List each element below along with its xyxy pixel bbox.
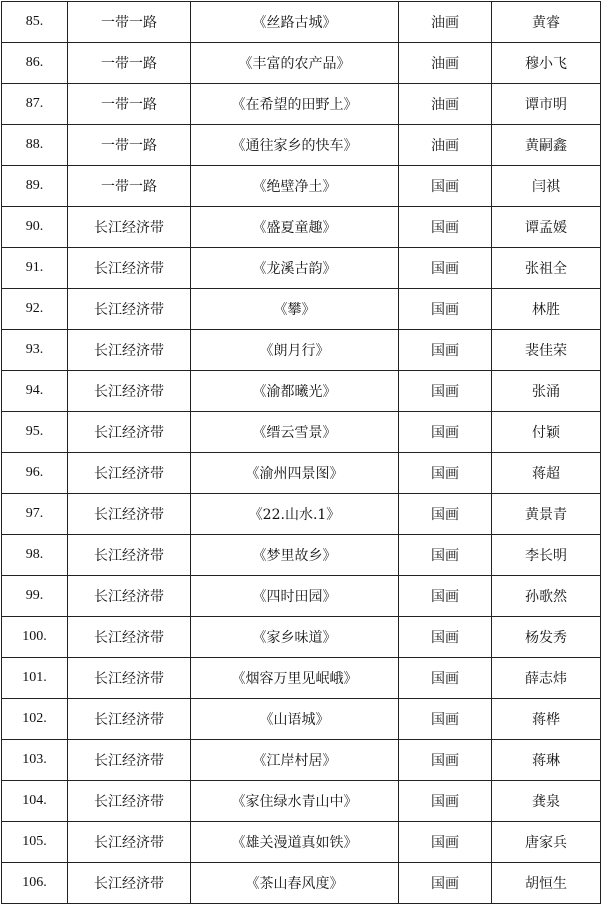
medium-cell: 国画 bbox=[399, 453, 492, 494]
row-number: 100. bbox=[2, 617, 68, 658]
author-cell: 谭孟媛 bbox=[492, 207, 601, 248]
row-number: 96. bbox=[2, 453, 68, 494]
author-cell: 孙歌然 bbox=[492, 576, 601, 617]
category-cell: 长江经济带 bbox=[68, 207, 191, 248]
author-cell: 闫祺 bbox=[492, 166, 601, 207]
title-cell: 《雄关漫道真如铁》 bbox=[191, 822, 399, 863]
author-cell: 蒋桦 bbox=[492, 699, 601, 740]
title-cell: 《绝壁净土》 bbox=[191, 166, 399, 207]
author-cell: 黄嗣鑫 bbox=[492, 125, 601, 166]
table-row bbox=[2, 576, 601, 617]
category-cell: 一带一路 bbox=[68, 43, 191, 84]
row-number: 85. bbox=[2, 2, 68, 43]
table-row bbox=[2, 2, 601, 43]
medium-cell: 国画 bbox=[399, 207, 492, 248]
table-row bbox=[2, 617, 601, 658]
category-cell: 长江经济带 bbox=[68, 576, 191, 617]
title-cell: 《丝路古城》 bbox=[191, 2, 399, 43]
medium-cell: 国画 bbox=[399, 289, 492, 330]
author-cell: 蒋琳 bbox=[492, 740, 601, 781]
medium-cell: 国画 bbox=[399, 412, 492, 453]
medium-cell: 国画 bbox=[399, 863, 492, 904]
author-cell: 黄景青 bbox=[492, 494, 601, 535]
table-row bbox=[2, 699, 601, 740]
row-number: 105. bbox=[2, 822, 68, 863]
title-cell: 《丰富的农产品》 bbox=[191, 43, 399, 84]
row-number: 103. bbox=[2, 740, 68, 781]
category-cell: 长江经济带 bbox=[68, 248, 191, 289]
author-cell: 蒋超 bbox=[492, 453, 601, 494]
category-cell: 长江经济带 bbox=[68, 453, 191, 494]
artwork-table-body bbox=[2, 2, 601, 904]
category-cell: 长江经济带 bbox=[68, 658, 191, 699]
medium-cell: 国画 bbox=[399, 371, 492, 412]
category-cell: 长江经济带 bbox=[68, 535, 191, 576]
author-cell: 李长明 bbox=[492, 535, 601, 576]
row-number: 99. bbox=[2, 576, 68, 617]
row-number: 95. bbox=[2, 412, 68, 453]
author-cell: 裴佳荣 bbox=[492, 330, 601, 371]
category-cell: 长江经济带 bbox=[68, 781, 191, 822]
medium-cell: 国画 bbox=[399, 166, 492, 207]
title-cell: 《渝都曦光》 bbox=[191, 371, 399, 412]
category-cell: 一带一路 bbox=[68, 125, 191, 166]
table-row bbox=[2, 84, 601, 125]
row-number: 88. bbox=[2, 125, 68, 166]
title-cell: 《家乡味道》 bbox=[191, 617, 399, 658]
table-row bbox=[2, 781, 601, 822]
table-row bbox=[2, 453, 601, 494]
author-cell: 薛志炜 bbox=[492, 658, 601, 699]
title-cell: 《梦里故乡》 bbox=[191, 535, 399, 576]
medium-cell: 国画 bbox=[399, 576, 492, 617]
author-cell: 付颖 bbox=[492, 412, 601, 453]
medium-cell: 油画 bbox=[399, 2, 492, 43]
title-cell: 《攀》 bbox=[191, 289, 399, 330]
category-cell: 长江经济带 bbox=[68, 699, 191, 740]
table-row bbox=[2, 125, 601, 166]
title-cell: 《22.山水.1》 bbox=[191, 494, 399, 535]
title-cell: 《江岸村居》 bbox=[191, 740, 399, 781]
row-number: 93. bbox=[2, 330, 68, 371]
title-cell: 《茶山春风度》 bbox=[191, 863, 399, 904]
author-cell: 林胜 bbox=[492, 289, 601, 330]
medium-cell: 国画 bbox=[399, 699, 492, 740]
category-cell: 一带一路 bbox=[68, 84, 191, 125]
title-cell: 《盛夏童趣》 bbox=[191, 207, 399, 248]
table-row bbox=[2, 248, 601, 289]
category-cell: 一带一路 bbox=[68, 2, 191, 43]
category-cell: 长江经济带 bbox=[68, 822, 191, 863]
row-number: 101. bbox=[2, 658, 68, 699]
category-cell: 长江经济带 bbox=[68, 412, 191, 453]
category-cell: 长江经济带 bbox=[68, 740, 191, 781]
author-cell: 胡恒生 bbox=[492, 863, 601, 904]
author-cell: 谭市明 bbox=[492, 84, 601, 125]
row-number: 87. bbox=[2, 84, 68, 125]
table-row bbox=[2, 207, 601, 248]
row-number: 102. bbox=[2, 699, 68, 740]
medium-cell: 油画 bbox=[399, 43, 492, 84]
medium-cell: 国画 bbox=[399, 781, 492, 822]
medium-cell: 国画 bbox=[399, 658, 492, 699]
title-cell: 《在希望的田野上》 bbox=[191, 84, 399, 125]
title-cell: 《烟容万里见岷峨》 bbox=[191, 658, 399, 699]
table-row bbox=[2, 43, 601, 84]
table-row bbox=[2, 166, 601, 207]
medium-cell: 国画 bbox=[399, 330, 492, 371]
table-row bbox=[2, 535, 601, 576]
row-number: 106. bbox=[2, 863, 68, 904]
row-number: 91. bbox=[2, 248, 68, 289]
title-cell: 《朗月行》 bbox=[191, 330, 399, 371]
author-cell: 黄睿 bbox=[492, 2, 601, 43]
row-number: 90. bbox=[2, 207, 68, 248]
author-cell: 张涌 bbox=[492, 371, 601, 412]
title-cell: 《家住绿水青山中》 bbox=[191, 781, 399, 822]
author-cell: 穆小飞 bbox=[492, 43, 601, 84]
title-cell: 《通往家乡的快车》 bbox=[191, 125, 399, 166]
table-row bbox=[2, 412, 601, 453]
title-cell: 《缙云雪景》 bbox=[191, 412, 399, 453]
medium-cell: 国画 bbox=[399, 494, 492, 535]
table-row bbox=[2, 330, 601, 371]
row-number: 92. bbox=[2, 289, 68, 330]
artwork-table bbox=[1, 1, 601, 904]
medium-cell: 国画 bbox=[399, 535, 492, 576]
medium-cell: 油画 bbox=[399, 84, 492, 125]
medium-cell: 国画 bbox=[399, 822, 492, 863]
title-cell: 《龙溪古韵》 bbox=[191, 248, 399, 289]
row-number: 89. bbox=[2, 166, 68, 207]
row-number: 94. bbox=[2, 371, 68, 412]
table-row bbox=[2, 822, 601, 863]
category-cell: 长江经济带 bbox=[68, 330, 191, 371]
table-row bbox=[2, 740, 601, 781]
medium-cell: 国画 bbox=[399, 248, 492, 289]
category-cell: 长江经济带 bbox=[68, 863, 191, 904]
table-row bbox=[2, 658, 601, 699]
author-cell: 唐家兵 bbox=[492, 822, 601, 863]
medium-cell: 国画 bbox=[399, 740, 492, 781]
row-number: 98. bbox=[2, 535, 68, 576]
author-cell: 张祖全 bbox=[492, 248, 601, 289]
category-cell: 长江经济带 bbox=[68, 617, 191, 658]
author-cell: 杨发秀 bbox=[492, 617, 601, 658]
row-number: 86. bbox=[2, 43, 68, 84]
category-cell: 一带一路 bbox=[68, 166, 191, 207]
author-cell: 龚泉 bbox=[492, 781, 601, 822]
table-row bbox=[2, 494, 601, 535]
row-number: 104. bbox=[2, 781, 68, 822]
row-number: 97. bbox=[2, 494, 68, 535]
table-row bbox=[2, 371, 601, 412]
medium-cell: 国画 bbox=[399, 617, 492, 658]
title-cell: 《四时田园》 bbox=[191, 576, 399, 617]
medium-cell: 油画 bbox=[399, 125, 492, 166]
title-cell: 《渝州四景图》 bbox=[191, 453, 399, 494]
table-row bbox=[2, 289, 601, 330]
title-cell: 《山语城》 bbox=[191, 699, 399, 740]
category-cell: 长江经济带 bbox=[68, 371, 191, 412]
category-cell: 长江经济带 bbox=[68, 289, 191, 330]
category-cell: 长江经济带 bbox=[68, 494, 191, 535]
table-row bbox=[2, 863, 601, 904]
